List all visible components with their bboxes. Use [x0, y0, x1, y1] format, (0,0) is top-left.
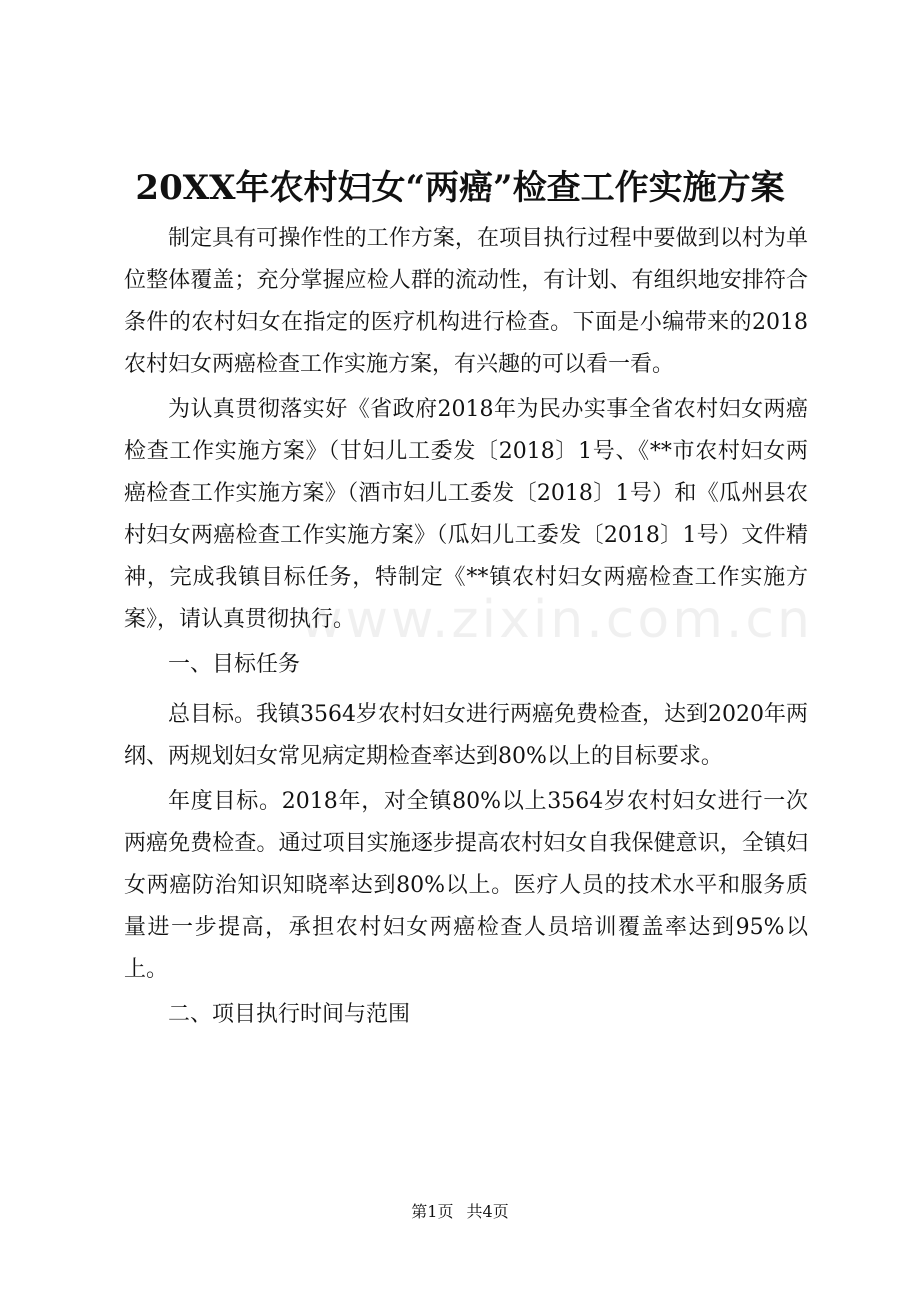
intro-paragraph: 制定具有可操作性的工作方案，在项目执行过程中要做到以村为单位整体覆盖；充分掌握应检人群的流动性，有计划、有组织地安排符合条件的农村妇女在指定的医疗机构进行检查。下面是小编带来的2018农村妇女两癌检查工作实施方案，有兴趣的可以看一看。 — [124, 226, 808, 377]
watermark: www.zixin.com.cn — [300, 590, 813, 650]
basis-paragraph: 为认真贯彻落实好《省政府2018年为民办实事全省农村妇女两癌检查工作实施方案》（甘妇儿工委发〔2018〕1号、《**市农村妇女两癌检查工作实施方案》（酒市妇儿工委发〔2018〕1号）和《瓜州县农村妇女两癌检查工作实施方案》（瓜妇儿工委发〔2018〕1号）文件精神，完成我镇目标任务，特制定《**镇农村妇女两癌检查工作实施方案》，请认真贯彻执行。 — [124, 397, 808, 632]
page-footer — [0, 1200, 920, 1224]
annual-goal-paragraph: 年度目标。2018年，对全镇80%以上3564岁农村妇女进行一次两癌免费检查。通过项目实施逐步提高农村妇女自我保健意识，全镇妇女两癌防治知识知晓率达到80%以上。医疗人员的技术水平和服务质量进一步提高，承担农村妇女两癌检查人员培训覆盖率达到95%以上。 — [124, 789, 808, 982]
page-total: 共4页 — [466, 1202, 509, 1221]
section-heading-time-scope: 二、项目执行时间与范围 — [168, 1002, 411, 1027]
overall-goal-paragraph: 总目标。我镇3564岁农村妇女进行两癌免费检查，达到2020年两纲、两规划妇女常见病定期检查率达到80%以上的目标要求。 — [124, 702, 808, 769]
document-body — [124, 218, 808, 1044]
section-heading-goals: 一、目标任务 — [168, 652, 301, 677]
page-number: 第1页 — [411, 1202, 454, 1221]
document-title: 20XX年农村妇女“两癌”检查工作实施方案 — [135, 168, 785, 208]
